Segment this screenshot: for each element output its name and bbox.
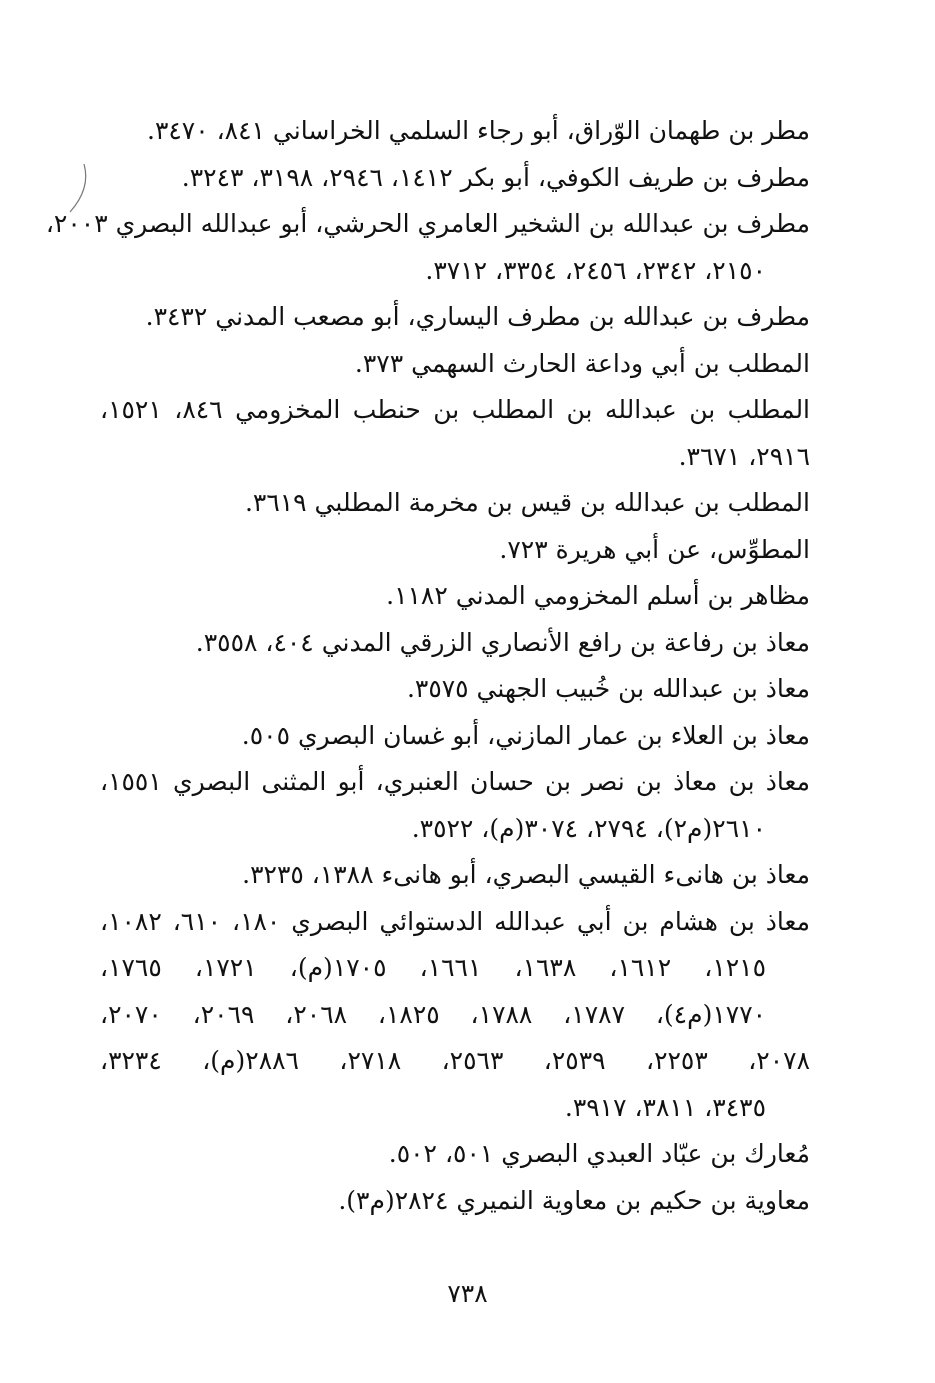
page-number: ٧٣٨ (447, 1279, 488, 1308)
index-entry-continuation: ٣٤٣٥، ٣٨١١، ٣٩١٧. (564, 1092, 766, 1122)
index-entry: معاوية بن حكيم بن معاوية النميري ٢٨٢٤(م٣). (338, 1185, 810, 1215)
index-entry: المطوِّس، عن أبي هريرة ٧٢٣. (499, 534, 810, 564)
index-entry: مُعارك بن عبّاد العبدي البصري ٥٠١، ٥٠٢. (388, 1139, 810, 1168)
index-entry: المطلب بن عبدالله بن قيس بن مخرمة المطلبي ٣٦١٩. (244, 488, 810, 517)
index-entry: معاذ بن العلاء بن عمار المازني، أبو غسان البصري ٥٠٥. (241, 720, 810, 750)
index-entry: معاذ بن هانىء القيسي البصري، أبو هانىء ١٣٨٨، ٣٢٣٥. (242, 860, 810, 889)
index-entry: مظاهر بن أسلم المخزومي المدني ١١٨٢. (386, 581, 810, 610)
index-entry: معاذ بن معاذ بن نصر بن حسان العنبري، أبو المثنى البصري ١٥٥١، (100, 767, 810, 796)
index-entry: معاذ بن هشام بن أبي عبدالله الدستوائي البصري ١٨٠، ٦١٠، ١٠٨٢، (100, 906, 810, 936)
index-entry: مطرف بن عبدالله بن الشخير العامري الحرشي، أبو عبدالله البصري ٢٠٠٣، (45, 209, 810, 238)
index-entry-continuation: ٢٩١٦، ٣٦٧١. (678, 441, 810, 471)
index-entry-continuation: ١٧٧٠(م٤)، ١٧٨٧، ١٧٨٨، ١٨٢٥، ٢٠٦٨، ٢٠٦٩، ٢٠٧٠، (100, 999, 767, 1029)
index-entry-continuation: ١٢١٥، ١٦١٢، ١٦٣٨، ١٦٦١، ١٧٠٥(م)، ١٧٢١، ١٧٦٥، (100, 953, 767, 982)
index-entry: مطر بن طهمان الوّراق، أبو رجاء السلمي الخراساني ٨٤١، ٣٤٧٠. (146, 116, 810, 145)
index-entry-continuation: ٢١٥٠، ٢٣٤٢، ٢٤٥٦، ٣٣٥٤، ٣٧١٢. (425, 255, 766, 285)
index-entry-continuation: ٢٠٧٨، ٢٢٥٣، ٢٥٣٩، ٢٥٦٣، ٢٧١٨، ٢٨٨٦(م)، ٣٢٣٤، (100, 1046, 810, 1075)
index-page-body (45, 108, 811, 1224)
index-entry: معاذ بن رفاعة بن رافع الأنصاري الزرقي المدني ٤٠٤، ٣٥٥٨. (195, 627, 810, 657)
index-entry: مطرف بن عبدالله بن مطرف اليساري، أبو مصعب المدني ٣٤٣٢. (145, 302, 810, 331)
index-entry-continuation: ٢٦١٠(م٢)، ٢٧٩٤، ٣٠٧٤(م)، ٣٥٢٢. (411, 813, 766, 843)
index-entry: المطلب بن عبدالله بن المطلب بن حنطب المخزومي ٨٤٦، ١٥٢١، (100, 395, 811, 424)
index-entry: المطلب بن أبي وداعة الحارث السهمي ٣٧٣. (354, 348, 810, 378)
index-entry: مطرف بن طريف الكوفي، أبو بكر ١٤١٢، ٢٩٤٦، ٣١٩٨، ٣٢٤٣. (181, 162, 810, 192)
index-entry: معاذ بن عبدالله بن خُبيب الجهني ٣٥٧٥. (406, 674, 810, 703)
